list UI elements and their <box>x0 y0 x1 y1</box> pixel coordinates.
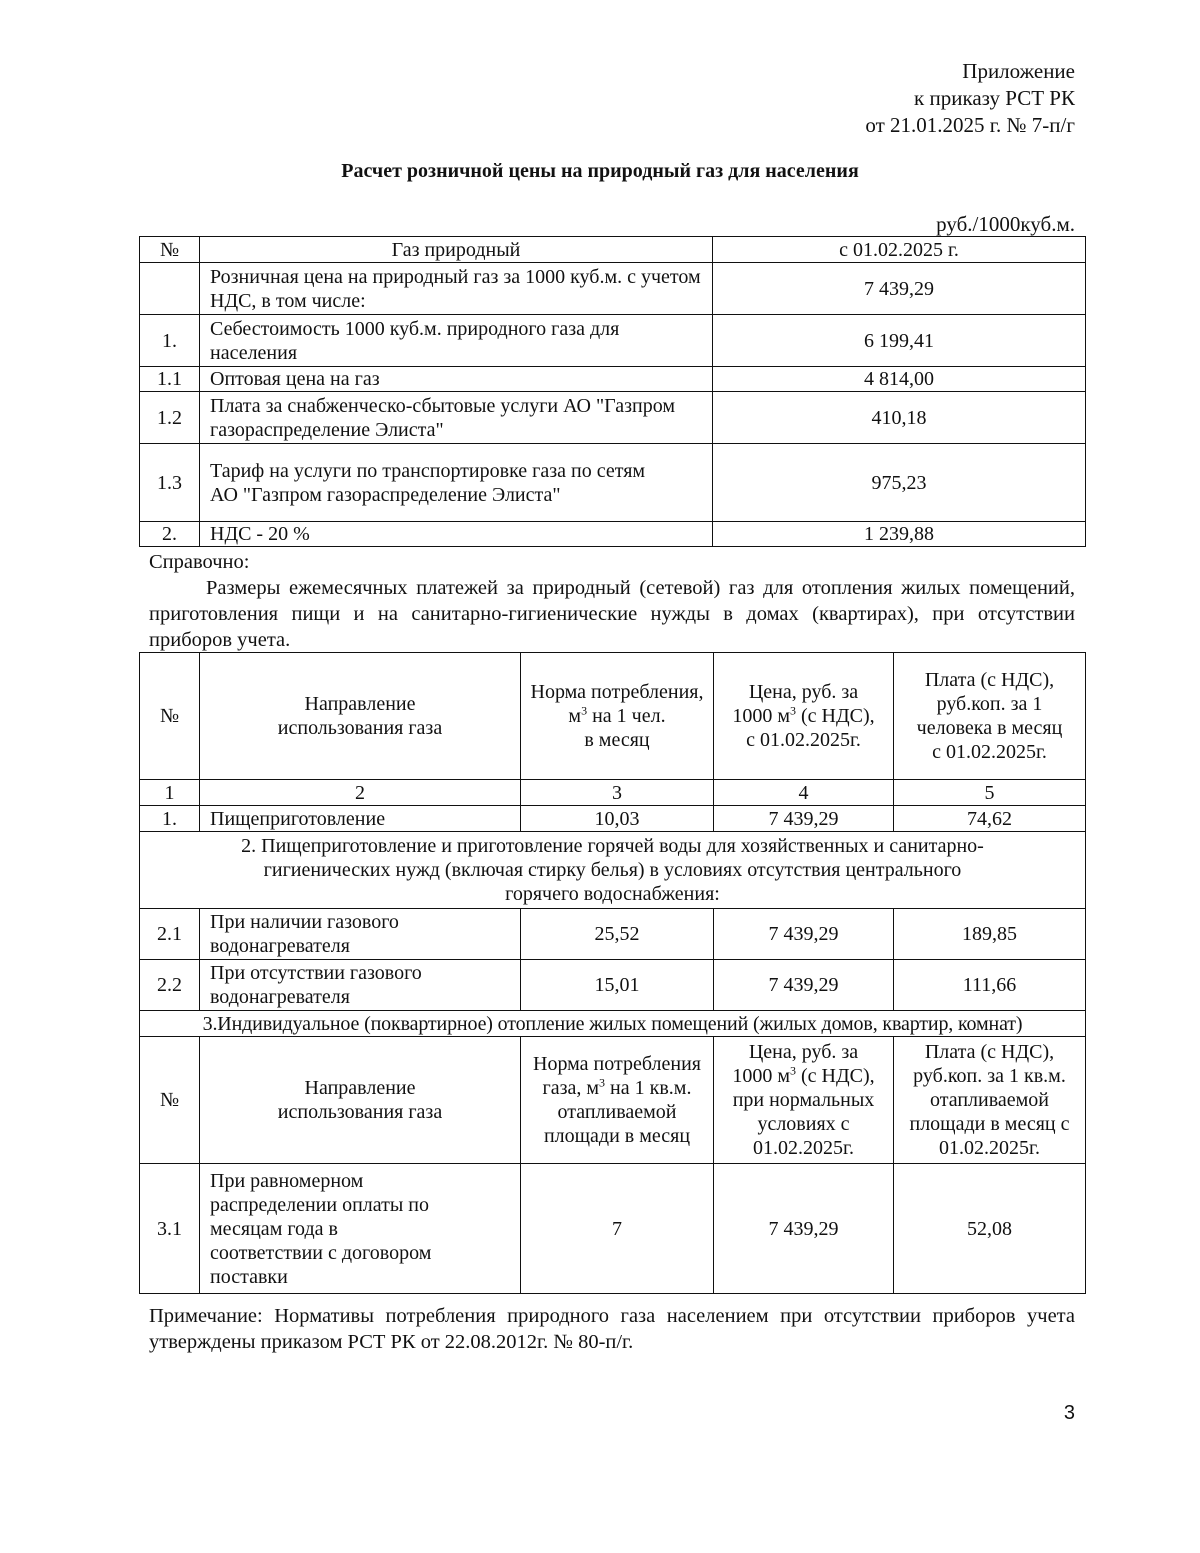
price-volume: 1000 м <box>732 1065 791 1087</box>
row-name: Розничная цена на природный газ за 1000 куб.м. с учетом НДС, в том числе: <box>200 263 713 315</box>
column-number: 3 <box>521 780 714 806</box>
header-price-rest <box>720 1064 887 1160</box>
row-number: 1.1 <box>140 367 200 392</box>
norm-unit-power: 3 <box>599 1075 606 1090</box>
table-header-row <box>140 1037 1086 1164</box>
header-price-line-d: с 01.02.2025г. <box>746 729 861 751</box>
section-2-text: 2. Пищеприготовление и приготовление горячей воды для хозяйственных и санитарно-гигиенических нужд (включая стирку белья) в условиях отсутствия центрального горячего водоснабжения: <box>241 835 984 905</box>
row-norm: 15,01 <box>521 960 714 1011</box>
col-header-price <box>714 653 894 780</box>
row-value: 7 439,29 <box>713 263 1086 315</box>
table-row <box>140 367 1086 392</box>
document-title: Расчет розничной цены на природный газ для населения <box>341 160 859 182</box>
row-value: 1 239,88 <box>713 522 1086 547</box>
header-norm-line-b <box>527 704 707 728</box>
section-row <box>140 832 1086 909</box>
unit-label: руб./1000куб.м. <box>936 212 1075 236</box>
table-row <box>140 909 1086 960</box>
row-name: НДС - 20 % <box>200 522 713 547</box>
price-calculation-table <box>139 236 1086 547</box>
header-norm-line-c: в месяц <box>584 729 650 751</box>
row-pay: 74,62 <box>894 806 1086 832</box>
norm-per-person: на 1 чел. <box>587 705 666 727</box>
row-norm: 10,03 <box>521 806 714 832</box>
row-number: 2.2 <box>140 960 200 1011</box>
row-price: 7 439,29 <box>714 806 894 832</box>
column-number: 5 <box>894 780 1086 806</box>
norm-unit: м <box>568 705 582 727</box>
reference-text: Размеры ежемесячных платежей за природный (сетевой) газ для отопления жилых помещений, приготовления пищи и на санитарно-гигиенические нужды в домах (квартирах), при отсутствии приборов учета. <box>149 577 1075 651</box>
table-row <box>140 392 1086 444</box>
col-header-price <box>714 1037 894 1164</box>
col-header-norm <box>521 1037 714 1164</box>
row-value: 410,18 <box>713 392 1086 444</box>
row-value: 6 199,41 <box>713 315 1086 367</box>
col-header-no: № <box>140 1037 200 1164</box>
row-pay: 189,85 <box>894 909 1086 960</box>
row-pay: 52,08 <box>894 1164 1086 1294</box>
norm-text-rest: на 1 кв.м. отапливаемой площади в месяц <box>543 1077 692 1147</box>
page-number: 3 <box>1063 1402 1075 1424</box>
row-norm: 7 <box>521 1164 714 1294</box>
col-header-no: № <box>140 653 200 780</box>
row-name: Пищеприготовление <box>200 806 521 832</box>
column-number: 4 <box>714 780 894 806</box>
price-vat: (с НДС), <box>796 705 875 727</box>
row-pay: 111,66 <box>894 960 1086 1011</box>
header-price-line-b <box>720 704 887 728</box>
table-row <box>140 960 1086 1011</box>
section-2-title <box>140 832 1086 909</box>
row-norm: 25,52 <box>521 909 714 960</box>
row-value: 975,23 <box>713 444 1086 522</box>
row-name-text: При отсутствии газового водонагревателя <box>210 962 422 1008</box>
table-row <box>140 522 1086 547</box>
row-number: 2. <box>140 522 200 547</box>
row-price: 7 439,29 <box>714 909 894 960</box>
column-numbers-row <box>140 780 1086 806</box>
row-number: 3.1 <box>140 1164 200 1294</box>
row-name: Тариф на услуги по транспортировке газа по сетям АО "Газпром газораспределение Элиста" <box>200 444 713 522</box>
row-number <box>140 263 200 315</box>
col-header-pay <box>894 1037 1086 1164</box>
column-number: 1 <box>140 780 200 806</box>
payments-table <box>139 652 1086 1294</box>
header-norm-line-a: Норма потребления, <box>530 681 704 703</box>
table-header-row <box>140 653 1086 780</box>
header-price-line-a: Цена, руб. за <box>748 1041 859 1063</box>
row-name-text: При равномерном распределении оплаты по месяцам года в соответствии с договором поставки <box>210 1169 432 1288</box>
row-name: Себестоимость 1000 куб.м. природного газа для населения <box>200 315 713 367</box>
table-row <box>140 263 1086 315</box>
header-line-2: к приказу РСТ РК <box>914 86 1075 110</box>
section-3-title: 3.Индивидуальное (поквартирное) отопление жилых помещений (жилых домов, квартир, комнат) <box>140 1011 1086 1037</box>
row-name-text: При наличии газового водонагревателя <box>210 911 399 957</box>
col-header-norm <box>521 653 714 780</box>
price-conditions: (с НДС), при нормальных условиях с 01.02.2025г. <box>732 1065 875 1159</box>
header-pay-text: Плата (с НДС), руб.коп. за 1 кв.м. отапливаемой площади в месяц с 01.02.2025г. <box>909 1041 1070 1159</box>
row-number: 1.2 <box>140 392 200 444</box>
row-name: Оптовая цена на газ <box>200 367 713 392</box>
row-number: 1. <box>140 806 200 832</box>
reference-label: Справочно: <box>149 551 250 573</box>
header-direction-text: Направление использования газа <box>277 1077 443 1123</box>
table-row <box>140 806 1086 832</box>
norm-text: Норма потребления газа, м <box>533 1053 701 1099</box>
col-header-no: № <box>140 237 200 263</box>
row-number: 1.3 <box>140 444 200 522</box>
row-name <box>200 909 521 960</box>
table-row <box>140 444 1086 522</box>
section-row <box>140 1011 1086 1037</box>
col-header-gas: Газ природный <box>200 237 713 263</box>
price-unit-power: 3 <box>790 703 797 718</box>
column-number: 2 <box>200 780 521 806</box>
table-row <box>140 1164 1086 1294</box>
col-header-direction <box>200 1037 521 1164</box>
col-header-direction <box>200 653 521 780</box>
row-number: 1. <box>140 315 200 367</box>
price-unit-power: 3 <box>790 1063 797 1078</box>
row-name <box>200 960 521 1011</box>
row-price: 7 439,29 <box>714 960 894 1011</box>
header-line-3: от 21.01.2025 г. № 7-п/г <box>865 113 1075 137</box>
row-price: 7 439,29 <box>714 1164 894 1294</box>
header-direction-text: Направление использования газа <box>277 693 443 739</box>
col-header-pay <box>894 653 1086 780</box>
table-header-row <box>140 237 1086 263</box>
row-name: Плата за снабженческо-сбытовые услуги АО "Газпром газораспределение Элиста" <box>200 392 713 444</box>
header-price-line-a: Цена, руб. за <box>748 681 859 703</box>
row-name <box>200 1164 521 1294</box>
price-volume: 1000 м <box>732 705 791 727</box>
note-text: Примечание: Нормативы потребления природного газа населением при отсутствии приборов учета утверждены приказом РСТ РК от 22.08.2012г. № 80-п/г. <box>149 1305 1075 1353</box>
table-row <box>140 315 1086 367</box>
norm-unit-power: 3 <box>581 703 588 718</box>
row-value: 4 814,00 <box>713 367 1086 392</box>
row-number: 2.1 <box>140 909 200 960</box>
appendix-header <box>865 58 1075 139</box>
header-pay-text: Плата (с НДС), руб.коп. за 1 человека в месяц с 01.02.2025г. <box>916 669 1063 763</box>
col-header-date: с 01.02.2025 г. <box>713 237 1086 263</box>
header-line-1: Приложение <box>962 59 1075 83</box>
